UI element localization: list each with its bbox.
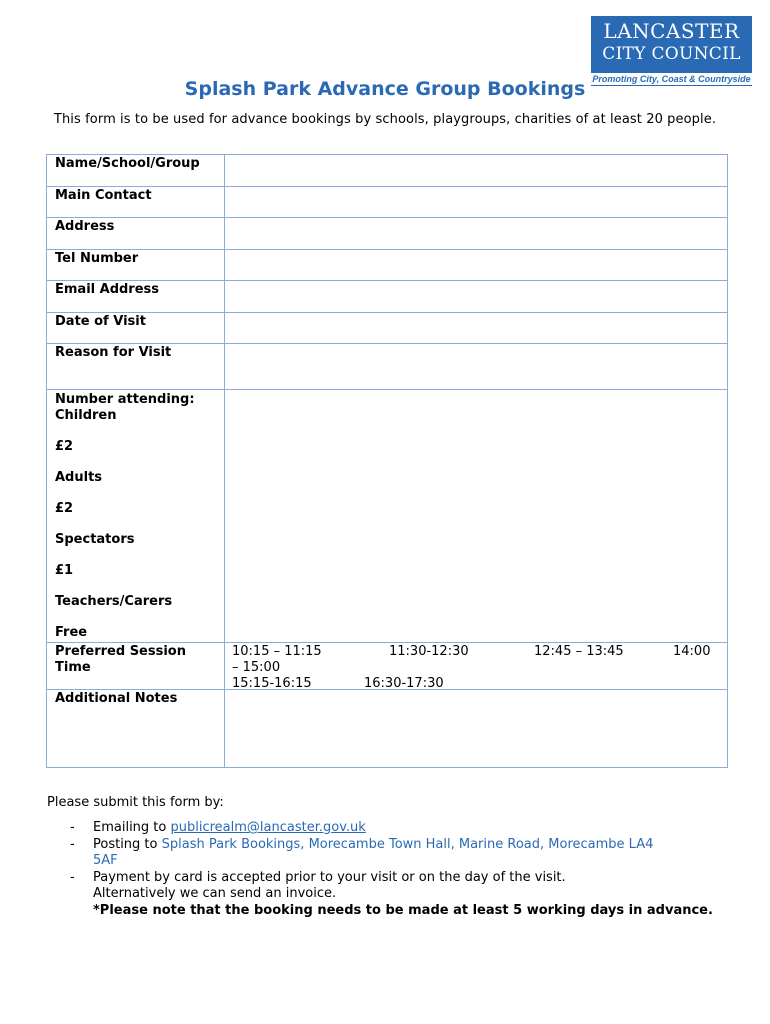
list-dash: - (70, 820, 75, 835)
attending-field[interactable] (225, 390, 728, 643)
spectators-label: Spectators (55, 532, 135, 547)
session-label-cell (47, 643, 225, 690)
address-field[interactable] (225, 218, 728, 250)
logo-tagline: Promoting City, Coast & Countryside (592, 74, 751, 84)
logo-line-2: CITY COUNCIL (602, 44, 741, 64)
tel-field[interactable] (225, 250, 728, 281)
address-label: Address (47, 218, 225, 250)
attending-label-cell (47, 390, 225, 643)
session-options-cell[interactable] (225, 643, 728, 690)
list-item (47, 870, 727, 920)
form-row-email (47, 281, 728, 313)
list-dash: - (70, 836, 75, 852)
session-option-6[interactable]: 16:30-17:30 (364, 676, 444, 691)
form-row-attending (47, 390, 728, 643)
adults-price: £2 (55, 501, 74, 516)
post-address-line-2: 5AF (93, 853, 118, 868)
session-option-4-end[interactable]: – 15:00 (232, 660, 281, 675)
form-row-address (47, 218, 728, 250)
adults-label: Adults (55, 470, 103, 485)
form-row-name (47, 155, 728, 187)
tel-label: Tel Number (47, 250, 225, 281)
session-label-line-1: Preferred Session (55, 644, 186, 659)
form-row-contact (47, 187, 728, 218)
reason-field[interactable] (225, 344, 728, 390)
session-option-2[interactable]: 11:30-12:30 (389, 644, 469, 659)
contact-field[interactable] (225, 187, 728, 218)
form-row-session (47, 643, 728, 690)
email-prefix: Emailing to (93, 820, 171, 835)
session-option-5[interactable]: 15:15-16:15 (232, 676, 312, 691)
booking-notice: *Please note that the booking needs to be made at least 5 working days in advance. (93, 902, 713, 918)
notes-field[interactable] (225, 690, 728, 768)
teachers-price: Free (55, 625, 88, 640)
form-row-tel (47, 250, 728, 281)
logo-line-1: LANCASTER (603, 19, 740, 43)
date-label: Date of Visit (47, 313, 225, 344)
post-address-line-1: Splash Park Bookings, Morecambe Town Hall, Marine Road, Morecambe LA4 (161, 836, 654, 852)
name-field[interactable] (225, 155, 728, 187)
session-option-4-start[interactable]: 14:00 (673, 644, 711, 659)
name-label: Name/School/Group (47, 155, 225, 187)
booking-form-table (46, 154, 728, 768)
post-prefix: Posting to (93, 836, 162, 852)
council-logo (591, 16, 752, 73)
form-row-notes (47, 690, 728, 768)
children-label: Children (55, 408, 117, 423)
reason-label: Reason for Visit (47, 344, 225, 390)
email-field[interactable] (225, 281, 728, 313)
attending-heading: Number attending: (55, 392, 195, 407)
date-field[interactable] (225, 313, 728, 344)
session-label-line-2: Time (55, 660, 91, 675)
session-option-1[interactable]: 10:15 – 11:15 (232, 644, 322, 659)
list-item (47, 837, 727, 870)
list-dash: - (70, 869, 75, 885)
page-title: Splash Park Advance Group Bookings (184, 78, 586, 100)
intro-text: This form is to be used for advance bookings by schools, playgroups, charities of at least 20 people. (53, 112, 717, 127)
teachers-label: Teachers/Carers (55, 594, 173, 609)
submit-heading: Please submit this form by: (47, 795, 224, 810)
list-item (47, 820, 727, 837)
notes-label: Additional Notes (47, 690, 225, 768)
payment-line-1: Payment by card is accepted prior to your visit or on the day of the visit. (93, 869, 566, 885)
contact-label: Main Contact (47, 187, 225, 218)
form-row-date (47, 313, 728, 344)
email-label: Email Address (47, 281, 225, 313)
children-price: £2 (55, 439, 74, 454)
form-row-reason (47, 344, 728, 390)
email-link[interactable]: publicrealm@lancaster.gov.uk (170, 820, 366, 835)
payment-line-2: Alternatively we can send an invoice. (93, 886, 337, 901)
submit-methods-list (47, 820, 727, 919)
session-option-3[interactable]: 12:45 – 13:45 (534, 644, 624, 659)
spectators-price: £1 (55, 563, 74, 578)
